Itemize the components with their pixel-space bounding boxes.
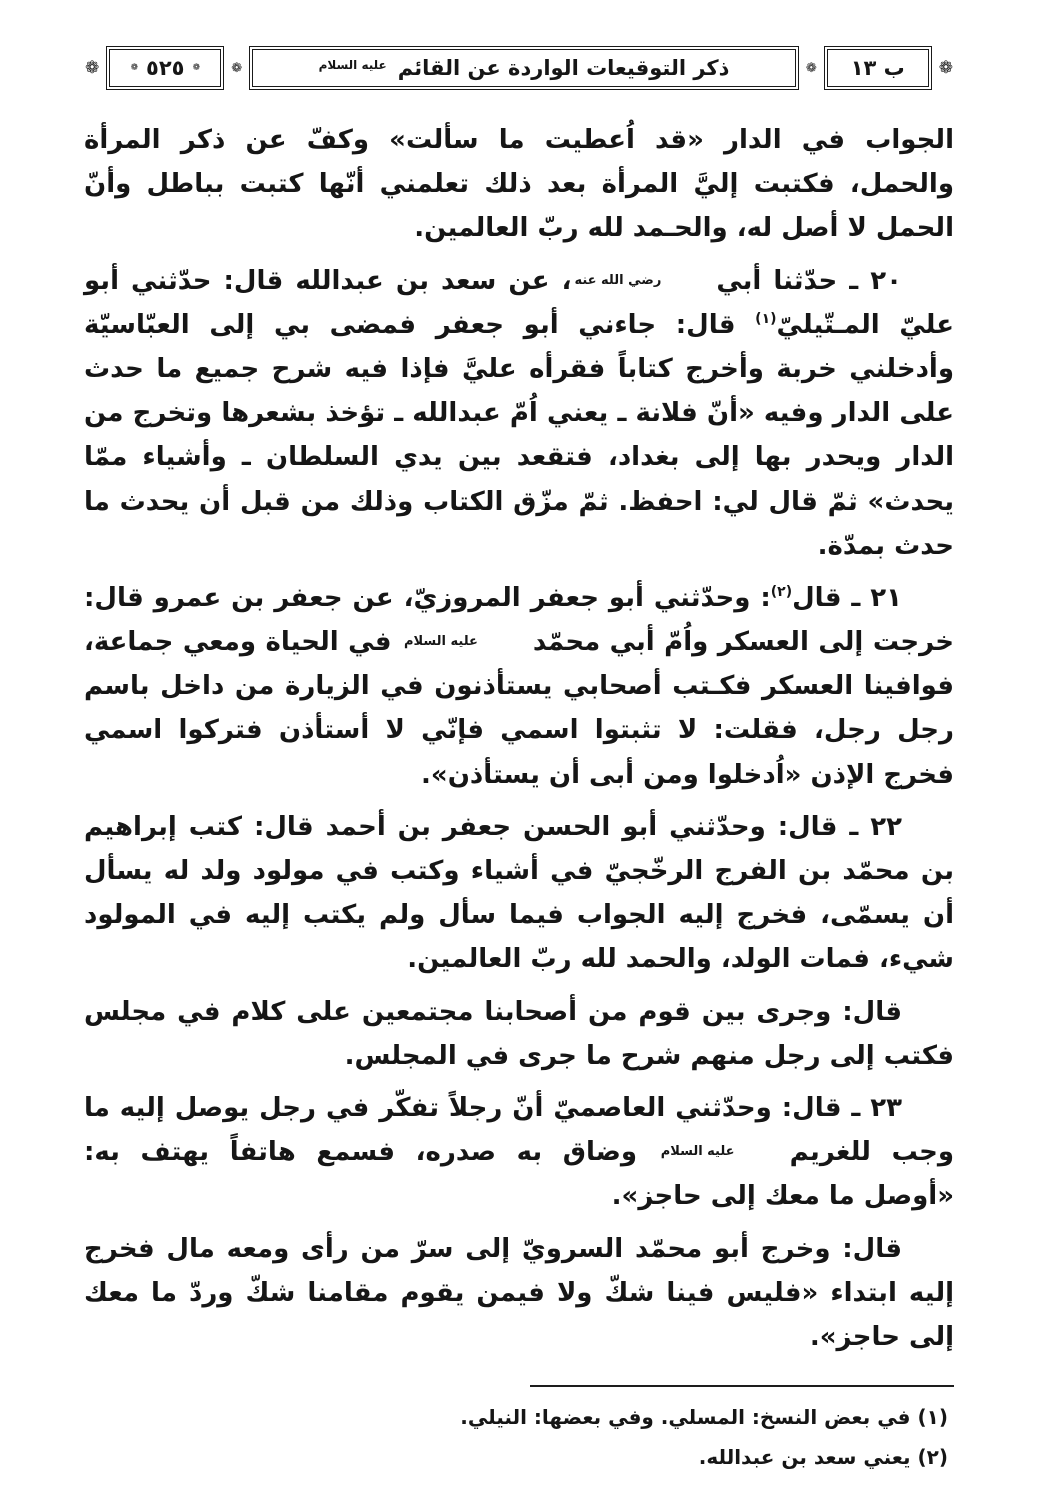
page-number: ٥٢٥ [146,56,185,80]
footnote-item: (٢) يعني سعد بن عبدالله. [698,1445,948,1470]
floral-ornament-icon: ❁ [938,57,953,78]
body-text [84,118,954,1359]
paragraph-text: في الحياة ومعي جماعة، فوافينا العسكر فكـتب أصحابي يستأذنون في الزيارة من داخل باسم رجل رجل، فقلت: لا تثبتوا اسمي فإنّي لا أستأذن فتركوا اسمي فخرج الإذن «اُدخلوا ومن أبى أن يستأذن». [84,627,954,790]
paragraph-text: قال: جاءني أبو جعفر فمضى بي إلى العبّاسيّة وأدخلني خربة وأخرج كتاباً فقرأه عليَّ فإذا فيه شرح جميع ما حدث على الدار وفيه «أنّ فلانة ـ يعني اُمّ عبدالله ـ تؤخذ بشعرها وتخرج من الدار ويحدر بها إلى بغداد، فتقعد بين يدي السلطان ـ وأشياء ممّا يحدث» ثمّ قال لي: احفظ. ثمّ مزّق الكتاب وذلك من قبل أن يحدث ما حدث بمدّة. [84,309,954,561]
floral-ornament-icon: ❁ [85,57,100,78]
paragraph-text: : وحدّثني أبو جعفر المروزيّ، عن جعفر بن عمرو قال: خرجت إلى العسكر واُمّ أبي محمّد [84,582,954,658]
paragraph-text: قال: وجرى بين قوم من أصحابنا مجتمعين على كلام في مجلس فكتب إلى رجل منهم شرح ما جرى في المجلس. [84,996,954,1071]
section-label: ب ١٣ [850,56,905,80]
honorific-symbol: رضي الله عنه [574,272,662,288]
paragraph-text: ٢٢ ـ قال: وحدّثني أبو الحسن جعفر بن أحمد قال: كتب إبراهيم بن محمّد بن الفرج الرخّجيّ في أشياء وكتب في مولود ولد له يسأل أن يسمّى، فخرج إليه الجواب فيما سأل ولم يكتب إليه في المولود شيء، فمات الولد، والحمد لله ربّ العالمين. [84,811,954,975]
paragraph [84,990,954,1078]
paragraph-text: ٢٣ ـ قال: وحدّثني العاصميّ أنّ رجلاً تفكّر في رجل يوصل إليه ما وجب للغريم [84,1092,954,1168]
footnote-ref: (٢) [770,583,793,600]
paragraph [84,576,954,797]
footnote-item: (١) في بعض النسخ: المسلي. وفي بعضها: النيلي. [460,1405,948,1430]
paragraph [84,1227,954,1360]
paragraph [84,118,954,251]
chapter-title: ذكر التوقيعات الواردة عن القائم [397,56,730,80]
paragraph [84,1086,954,1219]
paragraph [84,805,954,982]
honorific-symbol: عليه السلام [318,58,387,72]
page-header [84,46,954,90]
paragraph-text: قال: وخرج أبو محمّد السرويّ إلى سرّ من رأى ومعه مال فخرج إليه ابتداء «فليس فينا شكّ ولا فيمن يقوم مقامنا شكّ وردّ ما معك إلى حاجز». [84,1233,954,1352]
paragraph-text: ٢٠ ـ حدّثنا أبي [716,265,902,296]
paragraph-text: ، عن سعد بن عبدالله قال: حدّثني أبو عليّ المـتّيليّ [84,265,954,340]
section-box [824,46,932,90]
honorific-symbol: عليه السلام [404,634,478,650]
floral-ornament-icon: ❁ [231,60,243,76]
chapter-title-box [249,46,799,90]
page-number-box [106,46,224,90]
floral-ornament-icon: ❁ [192,63,201,73]
floral-ornament-icon: ❁ [805,60,817,76]
honorific-symbol: عليه السلام [660,1144,735,1160]
paragraph-text: الجواب في الدار «قد اُعطيت ما سألت» وكفّ عن ذكر المرأة والحمل، فكتبت إليَّ المرأة بعد ذلك تعلمني أنّها كتبت بباطل وأنّ الحمل لا أصل له، والحـمد لله ربّ العالمين. [84,125,954,244]
paragraph-text: ٢١ ـ قال [792,582,902,613]
paragraph [84,259,954,568]
footnotes-section [84,1385,954,1475]
floral-ornament-icon: ❁ [130,63,139,73]
paragraph-text: وضاق به صدره، فسمع هاتفاً يهتف به: «أوصل ما معك إلى حاجز». [84,1137,954,1212]
footnote-ref: (١) [755,310,777,327]
footnote-divider [530,1385,954,1387]
